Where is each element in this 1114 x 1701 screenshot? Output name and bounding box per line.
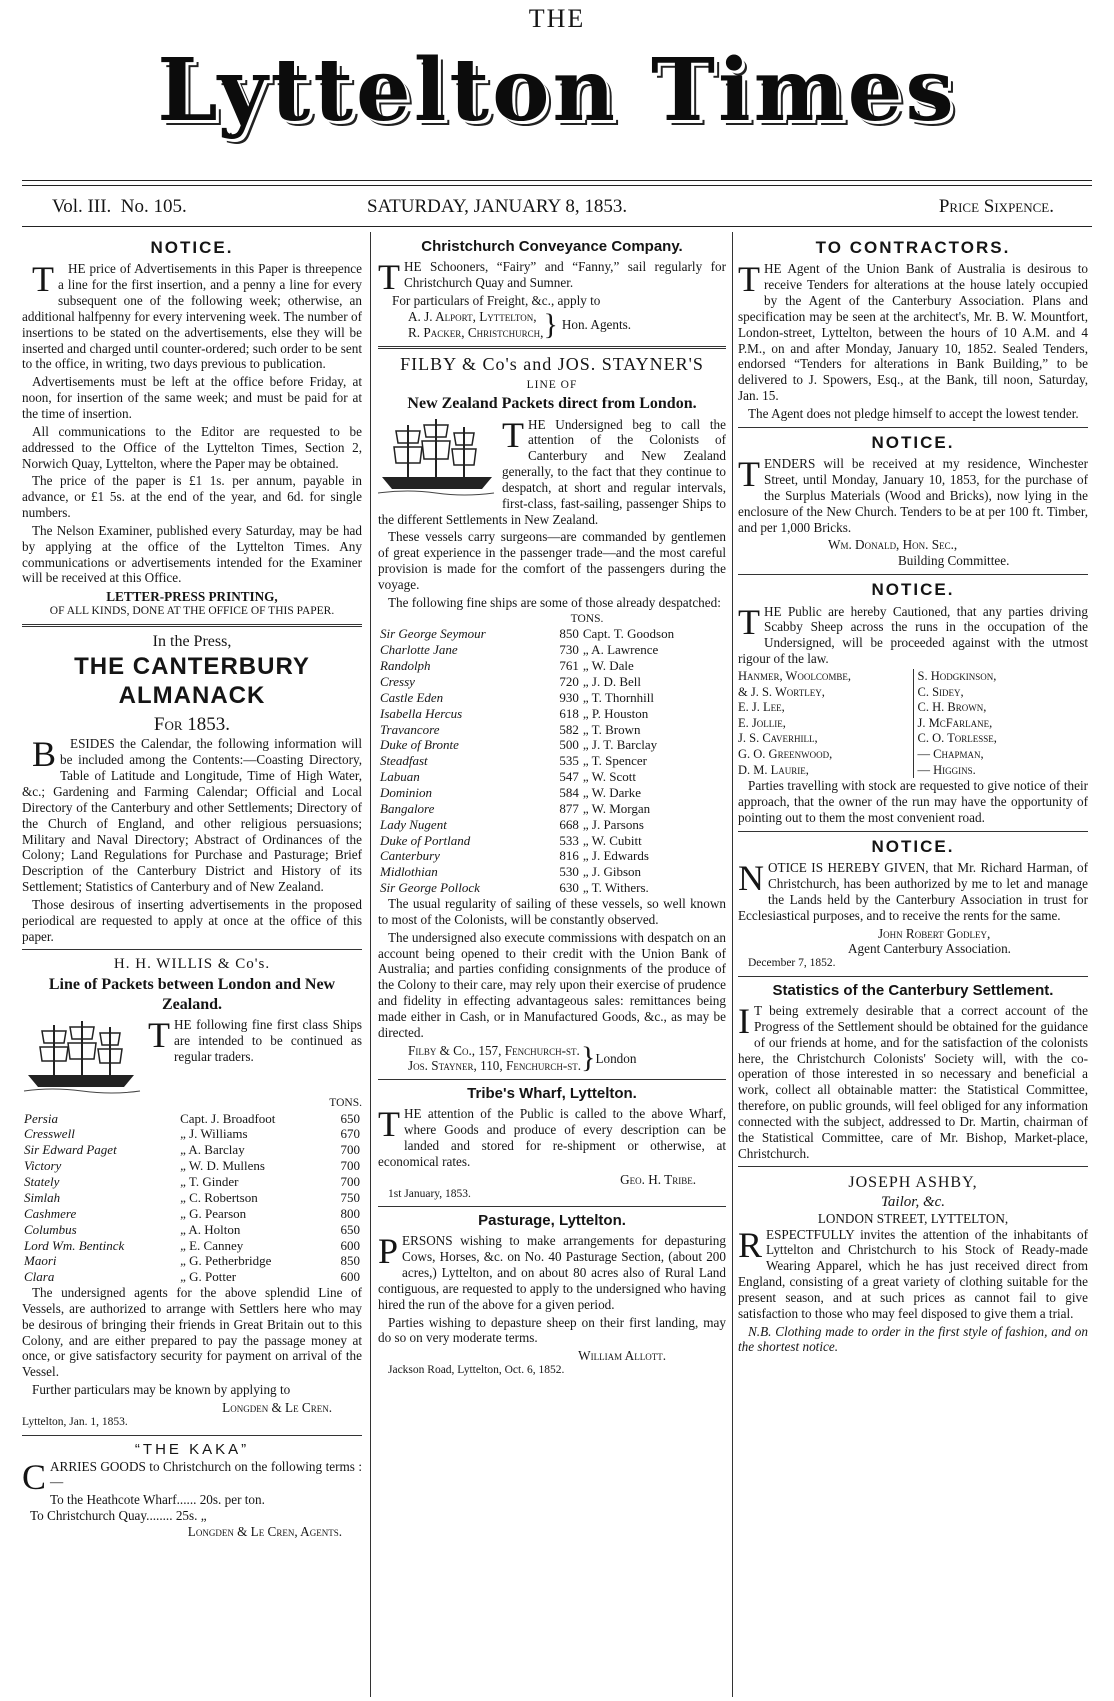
ship-tons: 582	[559, 721, 579, 737]
ship-tons: 761	[559, 658, 579, 674]
ship-name: Dominion	[380, 785, 432, 801]
ship-captain: „ T. Ginder	[180, 1174, 239, 1190]
notice-tenders	[738, 433, 1088, 569]
ship-tons: 650	[340, 1110, 360, 1126]
willis-date: Lyttelton, Jan. 1, 1853.	[22, 1415, 128, 1428]
ship-tons: 730	[559, 642, 579, 658]
almanack-year: For 1853.	[153, 713, 231, 735]
divider	[738, 976, 1088, 977]
signatory: C. Sidey,	[917, 684, 964, 699]
filby-title: New Zealand Packets direct from London.	[407, 395, 697, 413]
ship-name: Midlothian	[380, 864, 438, 880]
kaka-rate: To the Heathcote Wharf...... 20s. per ton.	[50, 1492, 265, 1508]
notice-text: TENDERS will be received at my residence, Winchester Street, until Monday, January 10, 1853, for the purchase of the Surplus Materials (Wood and Bricks), now lying in the enclosure of the New Church. Tenders to be at per 100 ft. Timber, and per 1,000 Bricks.	[738, 454, 1088, 535]
willis-para: The undersigned agents for the above splendid Line of Vessels, are authorized to arrange with Settlers here who may be desirous of bringing their friends in Great Britain out to this Colony, and are either prepared to pay the passage money at once, or give satisfactory security for payment on arrival of the Vessel.	[22, 1285, 362, 1380]
notice-heading: NOTICE.	[871, 836, 955, 856]
ship-tons: 535	[559, 753, 579, 769]
ship-captain: „ W. Scott	[582, 769, 636, 785]
contractors-para: The Agent does not pledge himself to accept the lowest tender.	[748, 405, 1079, 421]
ship-captain: „ T. Brown	[582, 721, 641, 737]
column-3	[738, 236, 1088, 1696]
notice-text: NOTICE IS HEREBY GIVEN, that Mr. Richard Harman, of Christchurch, has been authorized by me to let and manage the Lands held by the Canterbury Association in trust for Ecclesiastical purposes, and to receive the rents for the same.	[738, 858, 1088, 923]
ship-captain: „ J. D. Bell	[582, 674, 642, 689]
ship-captain: „ J. Edwards	[582, 848, 649, 864]
filby-para: The usual regularity of sailing of these vessels, so well known to most of the Colonists, will be constantly observed.	[378, 896, 726, 927]
willis-intro: THE following fine first class Ships are intended to be continued as regular traders.	[148, 1014, 362, 1064]
column-2	[378, 236, 726, 1696]
table-row	[378, 626, 726, 642]
ship-tons: 600	[340, 1237, 360, 1253]
table-row	[378, 674, 726, 690]
signatory: — Chapman,	[917, 747, 984, 762]
notice-signature-2: Agent Canterbury Association.	[848, 941, 1011, 957]
ship-captain: „ C. Robertson	[180, 1189, 258, 1205]
agent-name: A. J. Alport, Lyttelton,	[408, 309, 537, 325]
table-row	[378, 737, 726, 753]
table-row	[378, 642, 726, 658]
notice-para: All communications to the Editor are requested to be addressed to the Office of the Lyttelton Times, Section 2, Norwich Quay, Lyttelton, where the Paper may be obtained.	[22, 423, 362, 471]
tribe-heading: Tribe's Wharf, Lyttelton.	[467, 1085, 637, 1103]
signatory: S. Hodgkinson,	[917, 668, 997, 683]
willis-para: Further particulars may be known by applying to	[32, 1382, 291, 1398]
signatory: J. McFarlane,	[917, 715, 993, 730]
pasturage-ad	[378, 1212, 726, 1378]
divider	[738, 427, 1088, 428]
agents-label: Hon. Agents.	[561, 317, 632, 333]
table-row	[378, 833, 726, 849]
conveyance-text: THE Schooners, “Fairy” and “Fanny,” sail regularly for Christchurch Quay and Sumner.	[378, 257, 726, 297]
divider	[378, 346, 726, 349]
table-row	[22, 1269, 362, 1285]
table-row	[378, 690, 726, 706]
contractors-para: THE Agent of the Union Bank of Australia is desirous to receive Tenders for alterations at the house lately occupied by the Agent of the Canterbury Association. Plans and specification may be seen at the architect's, Mr. B. W. Mountfort, London-street, Lyttelton, between the hours of 10 A.M. and 4 P.M., on and after Monday, January 10, 1852. Sealed Tenders, endorsed “Tenders for alterations in Bank Building,” to be delivered to J. Spowers, Esq., at the Bank, till noon, Saturday, Jan. 15.	[738, 259, 1088, 404]
ship-captain: „ W. Darke	[582, 785, 641, 801]
ship-name: Labuan	[380, 769, 420, 785]
sailing-ship-icon	[378, 417, 496, 497]
ship-captain: „ T. Spencer	[582, 753, 648, 769]
agent-name: R. Packer, Christchurch,	[408, 325, 544, 341]
ship-name: Castle Eden	[380, 689, 444, 705]
ship-tons: 700	[340, 1158, 360, 1174]
ship-captain: „ J. Williams	[180, 1126, 248, 1142]
ship-tons: 700	[340, 1174, 360, 1190]
filby-ship-table	[378, 626, 726, 896]
ship-name: Isabella Hercus	[380, 705, 463, 721]
signatory: G. O. Greenwood,	[738, 747, 833, 762]
ship-tons: 630	[559, 880, 579, 896]
tribe-date: 1st January, 1853.	[388, 1187, 471, 1200]
column-1	[22, 236, 362, 1696]
willis-ad	[22, 955, 362, 1429]
ship-name: Sir Edward Paget	[24, 1142, 117, 1158]
conveyance-freight: For particulars of Freight, &c., apply to	[392, 293, 601, 309]
conveyance-agents	[378, 309, 726, 341]
divider	[22, 949, 362, 950]
notice-heading: NOTICE.	[871, 432, 955, 452]
ashby-nb: N.B. Clothing made to order in the first style of fashion, and on the shortest notice.	[738, 1323, 1088, 1355]
ship-tons: 800	[340, 1205, 360, 1221]
brace-glyph: }	[543, 308, 558, 342]
almanack-para: Those desirous of inserting advertisements in the proposed periodical are requested to apply at once at the office of this paper.	[22, 896, 362, 944]
ship-tons: 533	[559, 832, 579, 848]
volume: Vol. III. No. 105.	[52, 196, 187, 217]
table-row	[378, 769, 726, 785]
table-row	[378, 801, 726, 817]
willis-ship-table	[22, 1111, 362, 1285]
newspaper-title: Lyttelton Times	[157, 40, 957, 141]
masthead-rule-top	[22, 180, 1092, 181]
divider	[378, 1206, 726, 1207]
kaka-rate: To Christchurch Quay........ 25s. „	[30, 1508, 207, 1524]
ship-name: Canterbury	[380, 848, 440, 864]
ashby-ad	[738, 1173, 1088, 1355]
ship-captain: „ J. Gibson	[582, 864, 642, 880]
filby-london: London	[595, 1050, 637, 1066]
pasturage-text-2: Parties wishing to depasture sheep on their first landing, may do so on very moderate terms.	[378, 1314, 726, 1346]
masthead-the: THE	[528, 4, 586, 33]
almanack-ad	[22, 632, 362, 945]
ship-tons: 650	[340, 1221, 360, 1237]
willis-heading: H. H. WILLIS & Co's.	[113, 956, 271, 973]
ship-name: Cresswell	[24, 1126, 75, 1142]
ship-tons: 584	[559, 785, 579, 801]
ship-tons: 668	[559, 816, 579, 832]
conveyance-heading: Christchurch Conveyance Company.	[421, 238, 683, 255]
kaka-signature: Longden & Le Cren, Agents.	[187, 1524, 342, 1539]
filby-para: THE Undersigned beg to call the attention of the Colonists of Canterbury and New Zealand generally, to the fact that they continue to despatch, at short and regular intervals, first-class, fast-sailing, passenger Ships to the different Settlements in New Zealand.	[378, 414, 726, 527]
filby-address: Filby & Co., 157, Fenchurch-st.	[408, 1042, 580, 1058]
ship-name: Lord Wm. Bentinck	[24, 1237, 125, 1253]
ship-captain: „ E. Canney	[180, 1237, 244, 1253]
divider	[738, 574, 1088, 575]
ship-tons: 816	[559, 848, 579, 864]
conveyance-ad	[378, 238, 726, 341]
ship-tons: 700	[340, 1142, 360, 1158]
letterpress-heading: LETTER-PRESS PRINTING,	[106, 589, 278, 605]
ship-tons: 850	[559, 626, 579, 642]
notice-advertising	[22, 238, 362, 619]
ship-name: Duke of Bronte	[380, 737, 459, 753]
signatory: E. J. Lee,	[738, 700, 785, 715]
kaka-intro: CARRIES GOODS to Christchurch on the following terms :—	[22, 1456, 362, 1497]
ship-name: Clara	[24, 1269, 55, 1285]
letterpress-sub: OF ALL KINDS, DONE AT THE OFFICE OF THIS PAPER.	[49, 605, 335, 618]
dateline-rule	[22, 226, 1092, 227]
ship-name: Cressy	[380, 674, 415, 689]
ship-captain: „ W. Morgan	[582, 800, 651, 816]
willis-signature: Longden & Le Cren.	[222, 1399, 332, 1415]
ship-captain: „ A. Holton	[180, 1221, 241, 1237]
table-row	[22, 1253, 362, 1269]
notice-text-2: Parties travelling with stock are requested to give notice of their approach, that the owner of the run may have the opportunity of pointing out to them the most convenient road.	[738, 778, 1088, 825]
table-row	[22, 1142, 362, 1158]
ship-tons: 670	[340, 1126, 360, 1142]
willis-tons-label: TONS.	[329, 1096, 362, 1109]
price: Price Sixpence.	[938, 196, 1054, 217]
notice-godley	[738, 837, 1088, 971]
notice-signature-2: Building Committee.	[898, 553, 1010, 569]
ashby-heading: JOSEPH ASHBY,	[848, 1174, 978, 1192]
signatory: C. O. Torlesse,	[917, 731, 997, 746]
notice-para: The Nelson Examiner, published every Saturday, may be had by applying at the office of the Lyttelton Times. Any communications or advertisements intended for the Examiner will be received at this Office.	[22, 522, 362, 586]
table-row	[22, 1238, 362, 1254]
filby-line-of: LINE OF	[526, 378, 578, 391]
ship-name: Lady Nugent	[380, 816, 447, 832]
ship-tons: 930	[559, 689, 579, 705]
filby-para: The following fine ships are some of those already despatched:	[388, 594, 721, 610]
ship-name: Sir George Seymour	[380, 626, 486, 642]
table-row	[22, 1111, 362, 1127]
table-row	[22, 1158, 362, 1174]
pasturage-signature: William Allott.	[578, 1348, 666, 1364]
notice-scabby-sheep	[738, 580, 1088, 826]
ship-name: Randolph	[380, 658, 431, 674]
kaka-heading: “THE KAKA”	[134, 1440, 250, 1458]
issue-number: No. 105.	[120, 196, 187, 217]
table-row	[378, 864, 726, 880]
ship-name: Maori	[24, 1253, 57, 1269]
ship-captain: „ A. Lawrence	[582, 642, 659, 658]
signatory: & J. S. Wortley,	[738, 684, 825, 699]
notice-heading: NOTICE.	[871, 580, 955, 600]
willis-title: Line of Packets between London and New Zealand.	[48, 976, 336, 1013]
almanack-title: THE CANTERBURY ALMANACK	[74, 653, 310, 709]
ship-captain: „ J. T. Barclay	[582, 737, 658, 753]
pasturage-heading: Pasturage, Lyttelton.	[478, 1212, 626, 1230]
ship-captain: „ W. Cubitt	[582, 832, 642, 848]
divider	[738, 1166, 1088, 1167]
contractors-heading: TO CONTRACTORS.	[815, 238, 1011, 257]
sailing-ship-icon	[22, 1017, 142, 1095]
almanack-para: BESIDES the Calendar, the following information will be included among the Contents:—Coasting Directory, Table of Latitude and Longitude, Time of High Water, &c.; Gardening and Farming Calendar; Official and Local Directory of the Canterbury and other Settlements; Directory of the Church of England, and other religious persuasions; Military and Naval Directory; Abstract of Ordinances of the Colony; Land Regulations for Purchase and Pasturage; Brief Description of the Canterbury District and History of its Settlement; Statistics of Canterbury and of New Zealand.	[22, 734, 362, 895]
ship-tons: 530	[559, 864, 579, 880]
table-row	[378, 706, 726, 722]
masthead-rule-top-2	[22, 185, 1092, 186]
table-row	[378, 722, 726, 738]
ship-captain: Capt. J. Broadfoot	[180, 1110, 276, 1126]
ship-tons: 720	[559, 674, 579, 689]
table-row	[378, 880, 726, 896]
notice-signature: John Robert Godley,	[878, 925, 991, 941]
table-row	[22, 1206, 362, 1222]
signatory: — Higgins.	[917, 762, 976, 777]
ship-name: Columbus	[24, 1221, 77, 1237]
signatory-names	[738, 669, 1088, 778]
contractors-ad	[738, 238, 1088, 422]
statistics-ad	[738, 982, 1088, 1161]
ship-captain: „ P. Houston	[582, 705, 649, 721]
filby-ad	[378, 354, 726, 1074]
dateline	[22, 196, 1092, 224]
table-row	[22, 1222, 362, 1238]
notice-para: The price of the paper is £1 1s. per annum, payable in advance, or £1 5s. at the end of the year, and 6d. for single numbers.	[22, 473, 362, 521]
notice-date: December 7, 1852.	[748, 957, 836, 970]
statistics-heading: Statistics of the Canterbury Settlement.	[772, 982, 1054, 1000]
table-row	[22, 1174, 362, 1190]
ship-tons: 600	[340, 1269, 360, 1285]
table-row	[22, 1126, 362, 1142]
ship-tons: 750	[340, 1189, 360, 1205]
ship-captain: Capt. T. Goodson	[582, 626, 675, 642]
ship-name: Persia	[24, 1110, 58, 1126]
ship-captain: „ W. D. Mullens	[180, 1158, 265, 1174]
tribe-signature: Geo. H. Tribe.	[620, 1171, 696, 1187]
signatory: E. Jollie,	[738, 715, 786, 730]
ashby-trade: Tailor, &c.	[880, 1193, 946, 1210]
ship-tons: 618	[559, 705, 579, 721]
kaka-ad	[22, 1441, 362, 1540]
ship-tons: 850	[340, 1253, 360, 1269]
ship-captain: „ W. Dale	[582, 658, 634, 674]
ship-name: Sir George Pollock	[380, 880, 480, 896]
ship-captain: „ J. Parsons	[582, 816, 644, 832]
notice-para: THE price of Advertisements in this Paper is threepence a line for the first insertion, and a penny a line for every subsequent one of the following week; otherwise, an additional halfpenny for every intervening week. The number of insertions to be stated on the advertisements, else they will be inserted and charged until counter-ordered; such order to be sent to the office, in writing, two days previous to publication.	[22, 259, 362, 372]
pasturage-text: PERSONS wishing to make arrangements for depasturing Cows, Horses, &c. on No. 40 Pasturage Section, (about 200 acres,) Lyttelton, and on about 80 acres also of Rural Land contiguous, are requested to apply to the undersigned who having hired the run of the above for a given period.	[378, 1231, 726, 1312]
tribe-ad	[378, 1085, 726, 1201]
ship-name: Travancore	[380, 721, 440, 737]
tribe-text: THE attention of the Public is called to the above Wharf, where Goods and produce of every description can be landed and stored for re-shipment or otherwise, at economical rates.	[378, 1104, 726, 1169]
filby-address: Jos. Stayner, 110, Fenchurch-st.	[408, 1058, 582, 1074]
ship-name: Simlah	[24, 1189, 61, 1205]
ship-name: Charlotte Jane	[380, 642, 458, 658]
ashby-text: RESPECTFULLY invites the attention of the inhabitants of Lyttelton and Christchurch to his Stock of Ready-made Wearing Apparel, which he has just received direct from England, consisting of a great variety of clothing suitable for the present season, and at such prices as cannot fail to give satisfaction to those who may feel disposed to give them a trial.	[738, 1224, 1088, 1321]
table-row	[378, 785, 726, 801]
issue-date: SATURDAY, JANUARY 8, 1853.	[367, 196, 628, 217]
column-divider-2	[732, 232, 733, 1697]
signatory: D. M. Laurie,	[738, 762, 809, 777]
brace-glyph: }	[581, 1041, 596, 1075]
willis-intro-block	[22, 1014, 362, 1065]
filby-tons-label: TONS.	[570, 612, 604, 625]
divider	[738, 831, 1088, 832]
divider	[22, 624, 362, 627]
ship-name: Bangalore	[380, 800, 435, 816]
ship-captain: „ G. Pearson	[180, 1205, 247, 1221]
ship-captain: „ T. Thornhill	[582, 689, 655, 705]
signatory: J. S. Caverhill,	[738, 731, 818, 746]
table-row	[378, 817, 726, 833]
notice-para: Advertisements must be left at the office before Friday, at noon, for insertion of the same week; and must be paid for at the time of insertion.	[22, 374, 362, 421]
press-label: In the Press,	[152, 632, 232, 650]
ship-name: Duke of Portland	[380, 832, 471, 848]
ship-tons: 500	[559, 737, 579, 753]
table-row	[378, 848, 726, 864]
table-row	[378, 658, 726, 674]
table-row	[378, 753, 726, 769]
filby-heading: FILBY & Co's and JOS. STAYNER'S	[400, 353, 704, 374]
ship-captain: „ G. Potter	[180, 1269, 237, 1285]
statistics-text: IT being extremely desirable that a correct account of the Progress of the Settlement should be obtained for the guidance of our friends at home, and for the satisfaction of the colonists here, the Christchurch Colonists' Society will, with the co-operation of those interested in so necessary and beneficial a work, collect all obtainable matter: the Statistical Committee, therefore, on public grounds, will feel obliged for any information connected with the subject, addressed to Dr. Martin, chairman of the Statistical Committee, care of Mr. Bishop, Market-place, Christchurch.	[738, 1001, 1088, 1161]
ship-name: Cashmere	[24, 1205, 77, 1221]
ship-name: Victory	[24, 1158, 62, 1174]
ship-name: Steadfast	[380, 753, 428, 769]
ship-tons: 547	[559, 769, 579, 785]
divider	[22, 1435, 362, 1436]
divider	[378, 1079, 726, 1080]
filby-addresses	[378, 1043, 726, 1075]
pasturage-date: Jackson Road, Lyttelton, Oct. 6, 1852.	[388, 1364, 565, 1377]
notice-text: THE Public are hereby Cautioned, that any parties driving Scabby Sheep across the runs in the occupation of the Undersigned, will be proceeded against with the utmost rigour of the law.	[738, 601, 1088, 667]
filby-para: These vessels carry surgeons—are commanded by gentlemen of great experience in the passenger trade—and the most careful provision is made for the comfort of the passengers during the voyage.	[378, 529, 726, 592]
ship-captain: „ A. Barclay	[180, 1142, 245, 1158]
filby-para: The undersigned also execute commissions with despatch on an account being opened to their credit with the Union Bank of Australia; and parties confiding consignments of the produce of the Colony to their care, may rely upon their exercise of prudence and fidelity in effecting advantageous sales: remittances being made either in Cash, or in Manufactured Goods, &c., as may be directed.	[378, 929, 726, 1040]
notice-heading: NOTICE.	[150, 238, 234, 257]
table-row	[22, 1190, 362, 1206]
column-divider-1	[370, 232, 371, 1697]
signatory: Hanmer, Woolcombe,	[738, 668, 851, 683]
ship-captain: „ T. Withers.	[582, 880, 649, 896]
ship-name: Stately	[24, 1174, 60, 1190]
ashby-address: LONDON STREET, LYTTELTON,	[817, 1210, 1009, 1226]
notice-signature: Wm. Donald, Hon. Sec.,	[828, 537, 958, 553]
ship-captain: „ G. Petherbridge	[180, 1253, 272, 1269]
ship-tons: 877	[559, 800, 579, 816]
signatory: C. H. Brown,	[917, 700, 987, 715]
